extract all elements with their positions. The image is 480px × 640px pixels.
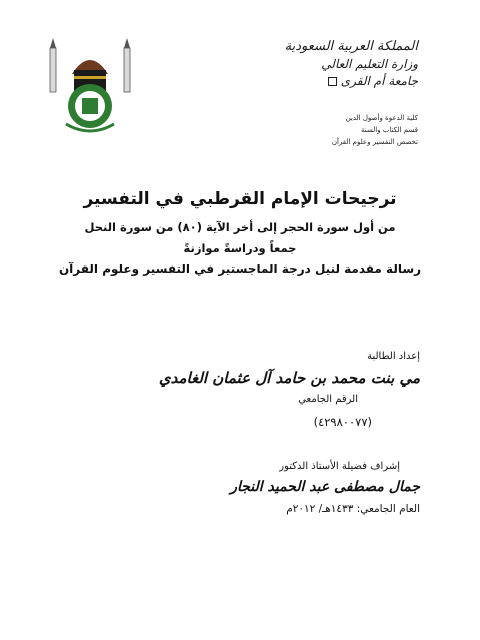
department-info [228, 112, 418, 148]
specialization-line: تخصص التفسير وعلوم القرآن [331, 138, 418, 146]
supervisor-block [130, 460, 420, 518]
author-name: مي بنت محمد بن حامد آل عثمان الغامدي [158, 369, 420, 387]
ministry-line: وزارة التعليم العالي [321, 56, 418, 71]
university-crest-icon [44, 26, 136, 136]
college-line: كلية الدعوة وأصول الدين [345, 114, 418, 122]
checkbox-square-icon [328, 77, 337, 86]
thesis-title-block [20, 186, 460, 280]
author-block [130, 350, 420, 432]
academic-year: العام الجامعي: ١٤٣٣هـ/ ٢٠١٢م [286, 503, 420, 515]
supervisor-name: جمال مصطفى عبد الحميد النجار [230, 479, 420, 495]
supervisor-label: إشراف فضيلة الأستاذ الدكتور [279, 461, 400, 472]
department-line: قسم الكتاب والسنة [360, 126, 418, 134]
institution-header [228, 40, 418, 89]
kingdom-line: المملكة العربية السعودية [284, 39, 418, 54]
prepared-by-label: إعداد الطالبة [367, 351, 420, 362]
student-id-label: الرقم الجامعي [298, 394, 358, 405]
university-line [228, 75, 418, 89]
university-name: جامعة أم القرى [340, 73, 418, 88]
student-id-number: (٤٢٩٨٠٠٧٧) [313, 415, 372, 429]
thesis-range: من أول سورة الحجر إلى أخر الآية (٨٠) من سورة النحل [84, 220, 396, 234]
thesis-degree: رسالة مقدمة لنيل درجة الماجستير في التفسير وعلوم القرآن [58, 262, 422, 276]
thesis-method: جمعاً ودراسةً موازنةً [183, 241, 297, 255]
thesis-title: ترجيحات الإمام القرطبي في التفسير [83, 189, 397, 209]
